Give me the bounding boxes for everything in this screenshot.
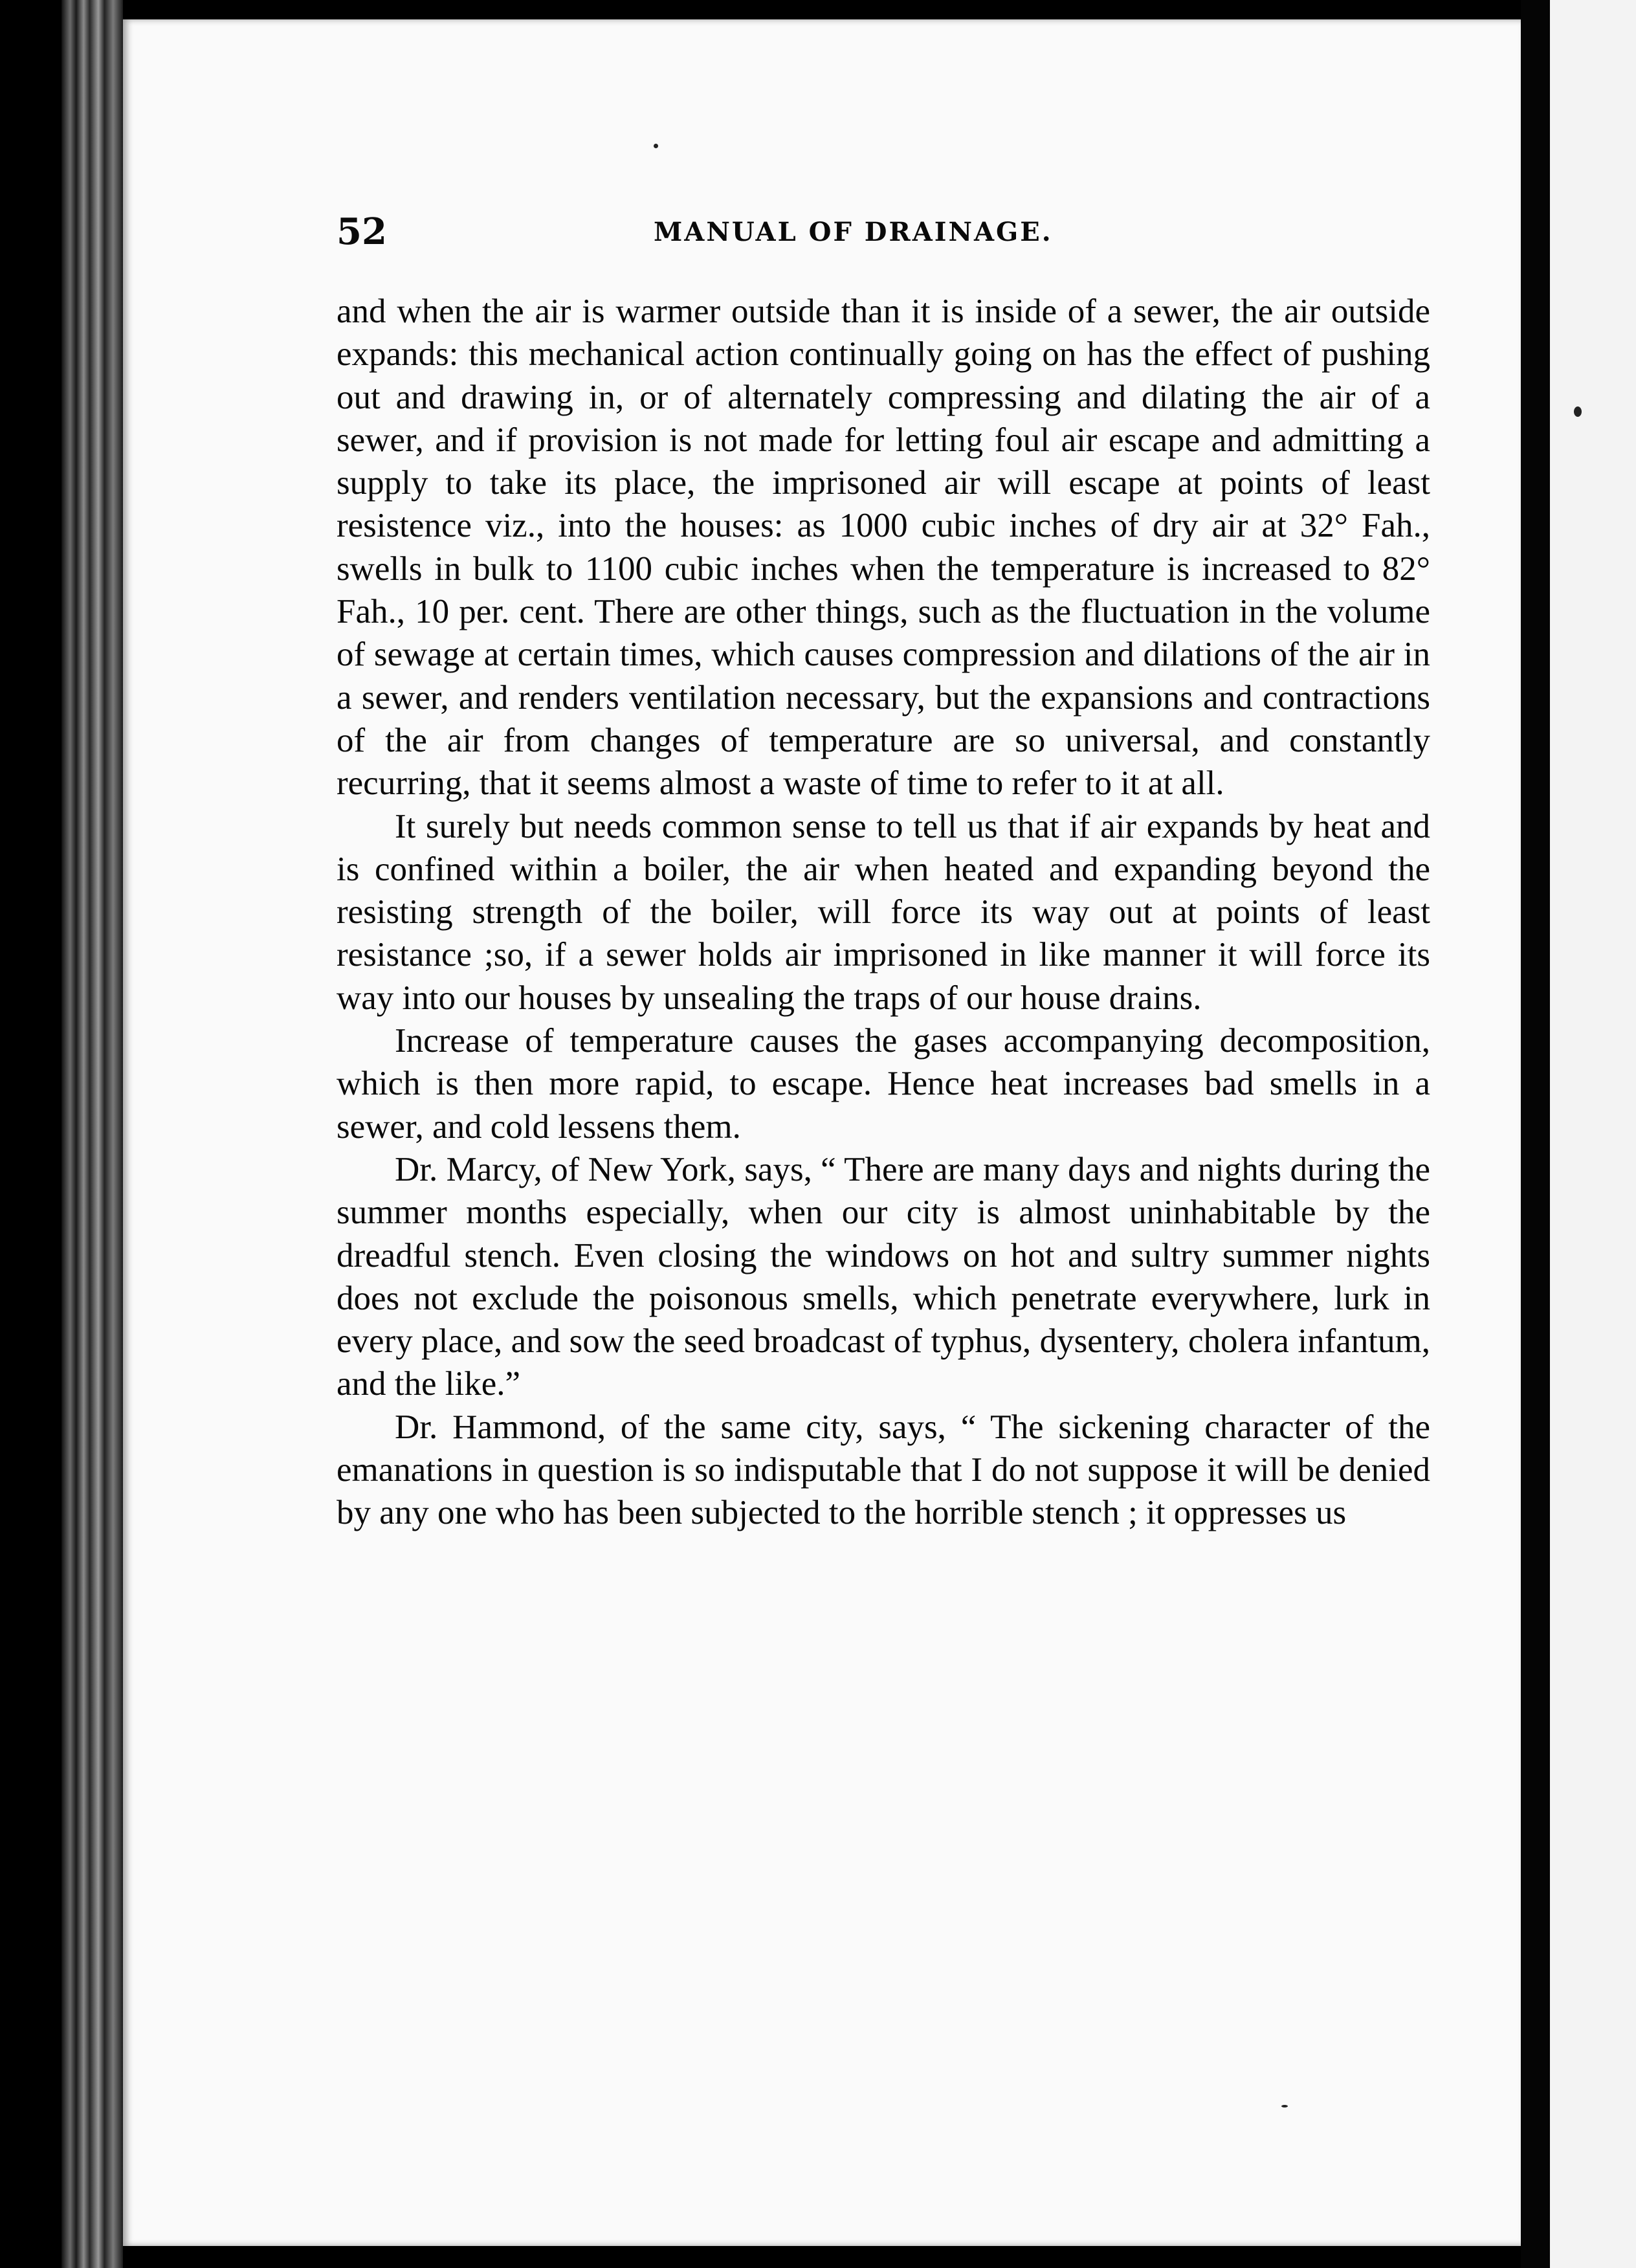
page-header [337,210,1430,262]
paragraph: It surely but needs common sense to tell us that if air expands by heat and is confined within a boiler, the air when heated and expanding beyond the resisting strength of the boiler, will force its way out at points of least resistance ;so, if a sewer holds air imprisoned in like manner it will force its way into our houses by unsealing the traps of our house drains. [337,807,1430,1017]
ink-speck [1574,406,1582,417]
facing-page-edge [1550,0,1636,2268]
paragraph: Dr. Marcy, of New York, says, “ There are many days and nights during the summer months especially, when our city is almost uninhabitable by the dreadful stench. Even closing the windows on hot and sultry summer nights does not exclude the poisonous smells, which penetrate everywhere, lurk in every place, and sow the seed broadcast of typhus, dysentery, cholera infantum, and the like.” [337,1150,1430,1403]
page-number: 52 [337,210,387,253]
ink-speck [654,144,658,148]
page-gutter-shadow [1521,0,1550,2268]
body-text [337,290,1430,1535]
paragraph: Dr. Hammond, of the same city, says, “ The sickening character of the emanations in question is so indisputable that I do not suppose it will be denied by any one who has been subjected to the horrible stench ; it oppresses us [337,1408,1430,1532]
paragraph: Increase of temperature causes the gases accompanying decomposition, which is then more rapid, to escape. Hence heat increases bad smells in a sewer, and cold lessens them. [337,1022,1430,1146]
book-binding-edge [61,0,123,2268]
paragraph: and when the air is warmer outside than it is inside of a sewer, the air outside expands: this mechanical action continually going on has the effect of pushing out and drawing in, or of alternately compressing and dilating the air of a sewer, and if provision is not made for letting foul air escape and admitting a supply to take its place, the imprisoned air will escape at points of least resistence viz., into the houses: as 1000 cubic inches of dry air at 32° Fah., swells in bulk to 1100 cubic inches when the temperature is increased to 82° Fah., 10 per. cent. There are other things, such as the fluctuation in the volume of sewage at certain times, which causes compression and dilations of the air in a sewer, and renders ventilation necessary, but the expansions and contractions of the air from changes of temperature are so universal, and constantly recurring, that it seems almost a waste of time to refer to it at all. [337,293,1430,803]
running-head-title: MANUAL OF DRAINAGE. [654,217,1053,247]
ink-speck [1281,2105,1288,2107]
